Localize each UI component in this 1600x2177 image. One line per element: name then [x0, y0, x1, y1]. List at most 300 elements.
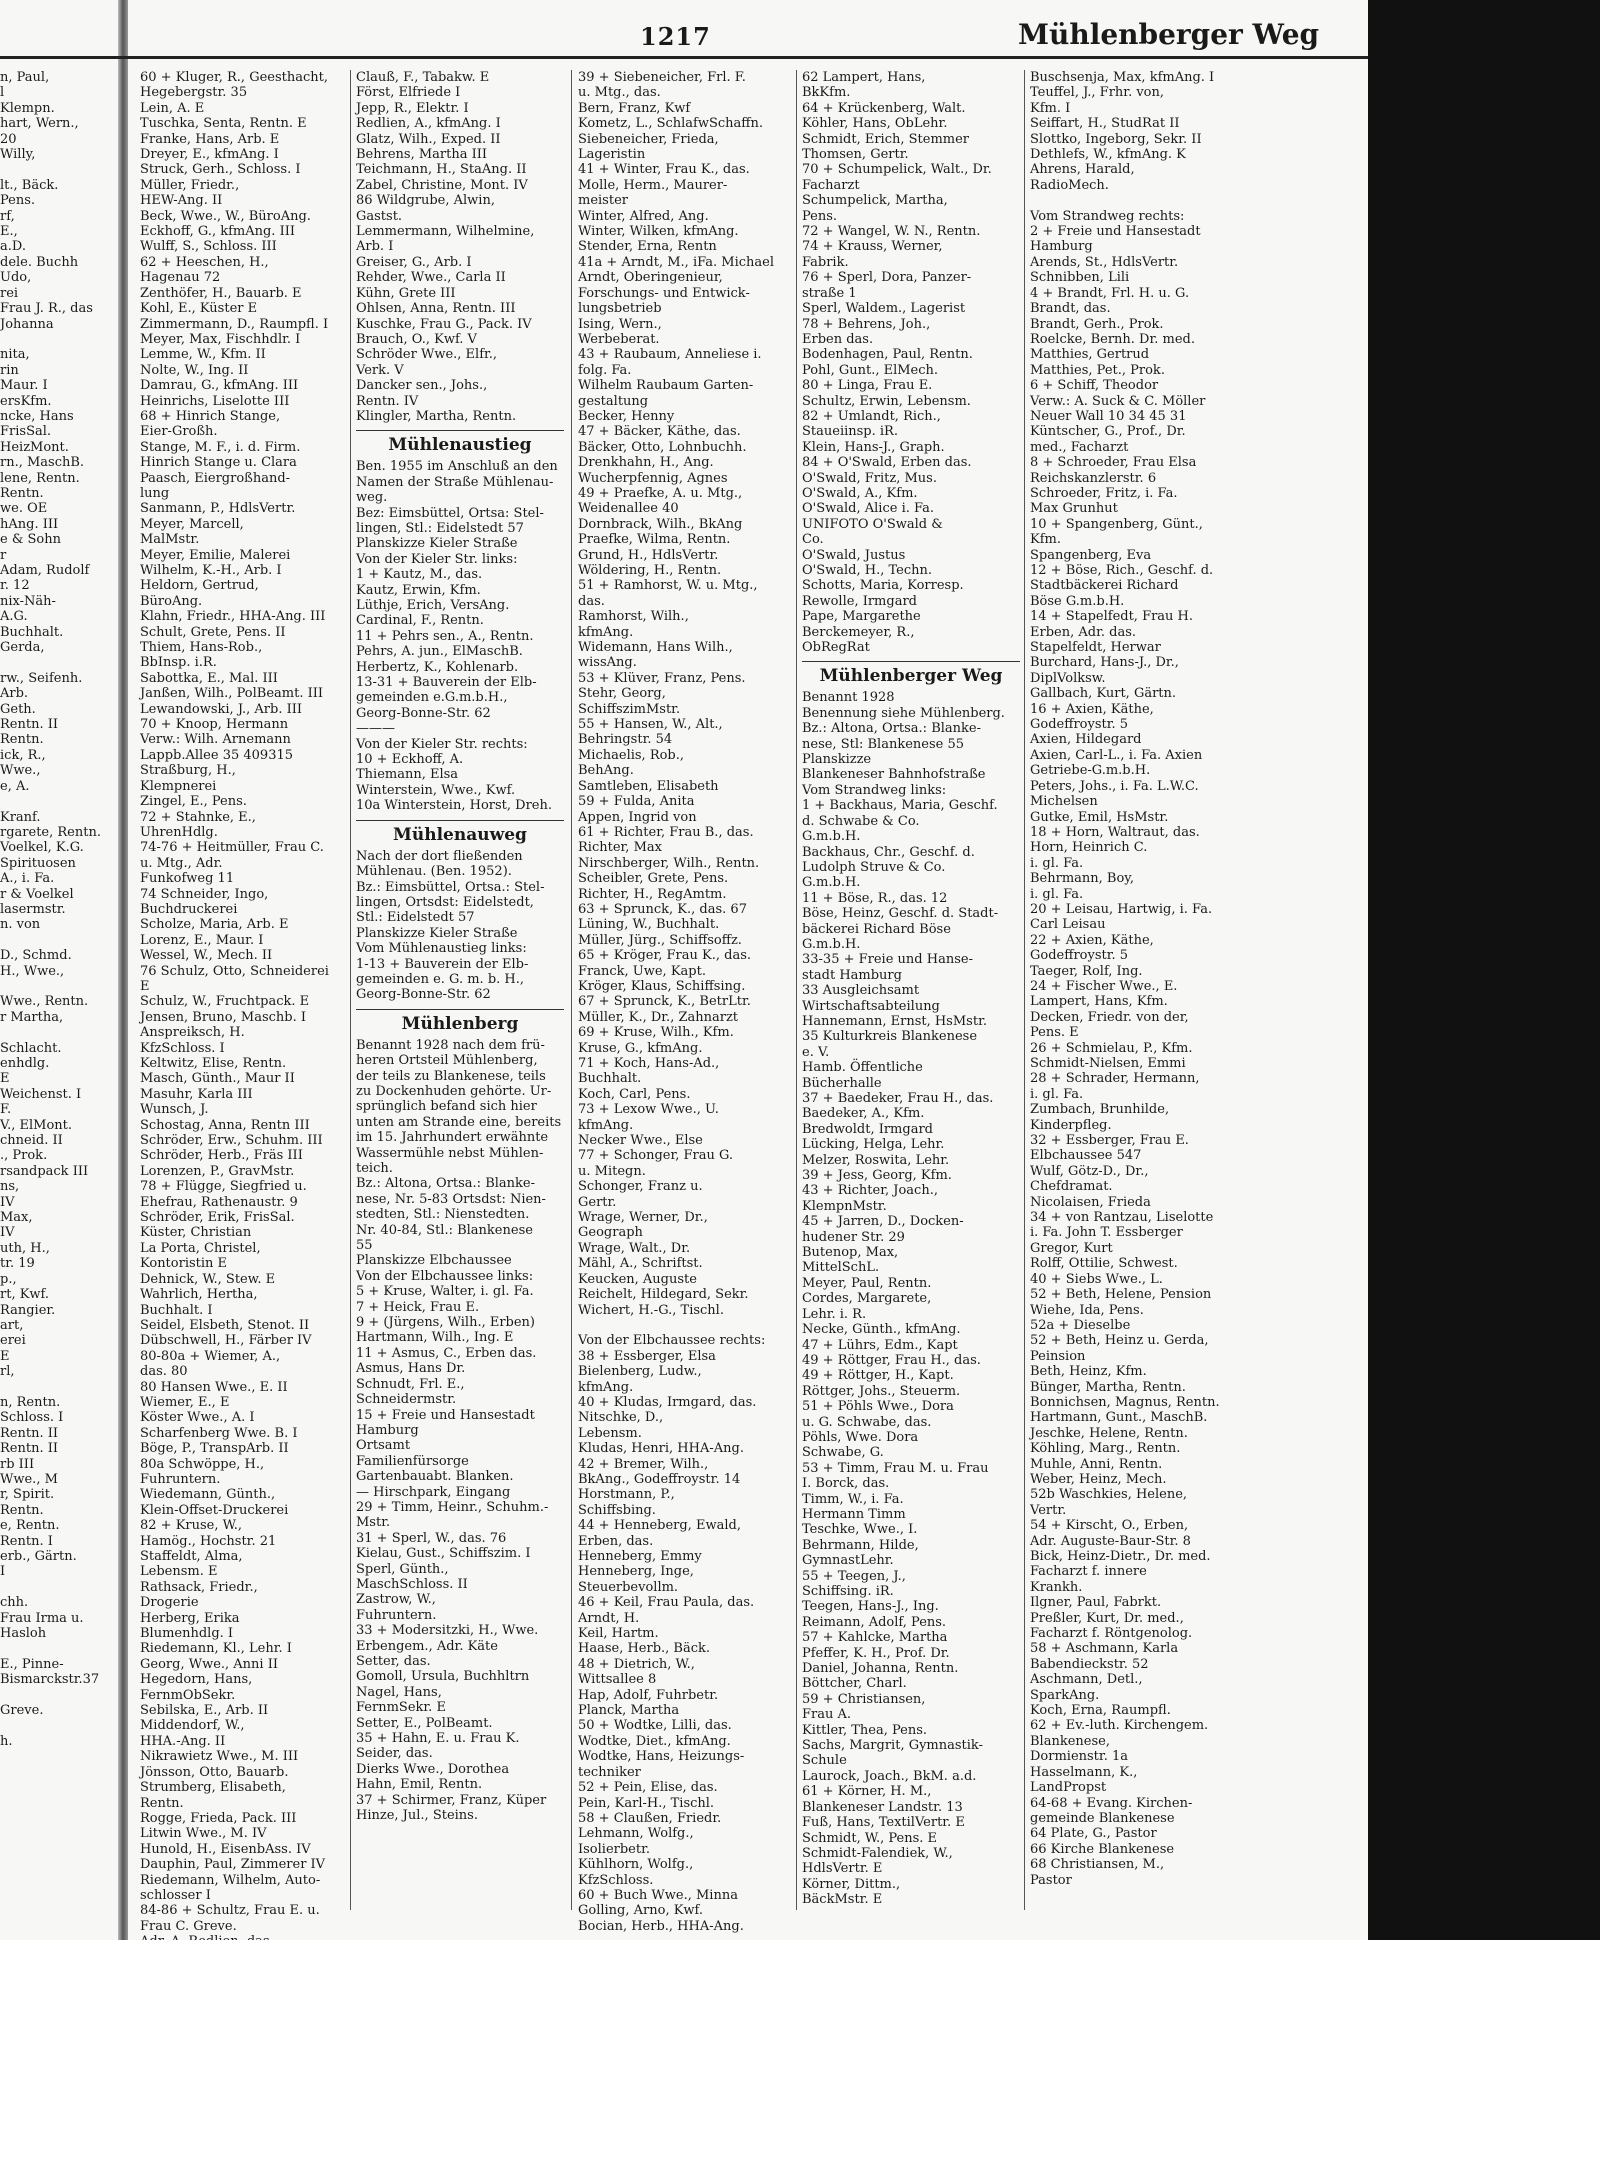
directory-line: Müller, K., Dr., Zahnarzt	[578, 1009, 739, 1025]
directory-line: Aschmann, Detl.,	[1030, 1672, 1143, 1688]
directory-line: Greve.	[0, 1703, 44, 1719]
directory-line: Teichmann, H., StaAng. II	[356, 162, 527, 178]
directory-line: 8 + Schroeder, Frau Elsa	[1030, 455, 1197, 471]
page-number: 1217	[640, 22, 711, 51]
directory-line: 70 + Knoop, Hermann	[140, 717, 289, 733]
directory-line: Wwe., Rentn.	[0, 994, 89, 1010]
directory-line: 35 Kulturkreis Blankenese	[802, 1029, 978, 1045]
directory-line: rt, Kwf.	[0, 1287, 50, 1303]
directory-line: Anspreiksch, H.	[140, 1025, 245, 1041]
directory-line: r Martha,	[0, 1009, 64, 1025]
directory-line: Rentn.	[0, 485, 44, 501]
directory-line: lene, Rentn.	[0, 470, 80, 486]
directory-line: Stender, Erna, Rentn	[578, 239, 717, 255]
directory-line: ick, R.,	[0, 747, 46, 763]
directory-line: G.m.b.H.	[802, 875, 861, 891]
directory-line: tr. 19	[0, 1256, 35, 1272]
directory-line: Muhle, Anni, Rentn.	[1030, 1456, 1163, 1472]
directory-line: HHA.-Ang. II	[140, 1733, 226, 1749]
directory-line: Wichert, H.-G., Tischl.	[578, 1302, 724, 1318]
directory-line: Burchard, Hans-J., Dr.,	[1030, 655, 1179, 671]
directory-line: 64 + Krückenberg, Walt.	[802, 100, 966, 116]
directory-line: 24 + Fischer Wwe., E.	[1030, 978, 1178, 994]
directory-line: i. gl. Fa.	[1030, 855, 1084, 871]
directory-line: Planskizze Elbchaussee	[356, 1253, 512, 1269]
directory-line: 18 + Horn, Waltraut, das.	[1030, 824, 1200, 840]
directory-line: lingen, Ortsdst: Eidelstedt,	[356, 894, 534, 910]
directory-line: 41 + Winter, Frau K., das.	[578, 162, 750, 178]
directory-line: Forschungs- und Entwick-	[578, 285, 750, 301]
directory-line: Stl.: Eidelstedt 57	[356, 910, 475, 926]
directory-line: 61 + Richter, Frau B., das.	[578, 824, 754, 840]
directory-line: FernmSekr. E	[356, 1700, 446, 1716]
directory-line: Winter, Alfred, Ang.	[578, 208, 709, 224]
directory-line: ., Prok.	[0, 1148, 48, 1164]
directory-line: gestaltung	[578, 393, 649, 409]
directory-line: Rentn. IV	[356, 393, 419, 409]
directory-line: 74 Schneider, Ingo,	[140, 886, 269, 902]
directory-line: 82 + Umlandt, Rich.,	[802, 408, 941, 424]
directory-line: Rentn. II	[0, 1441, 58, 1457]
directory-line: Molle, Herm., Maurer-	[578, 177, 728, 193]
directory-line: Samtleben, Elisabeth	[578, 778, 719, 794]
directory-line: Sachs, Margrit, Gymnastik-	[802, 1738, 983, 1754]
directory-line: Voelkel, K.G.	[0, 840, 84, 856]
directory-line: Masuhr, Karla III	[140, 1086, 253, 1102]
directory-line: 73 + Lexow Wwe., U.	[578, 1102, 719, 1118]
directory-line: Böse, Heinz, Geschf. d. Stadt-	[802, 906, 999, 922]
directory-line: 29 + Timm, Heinr., Schuhm.-	[356, 1499, 549, 1515]
directory-line: dele. Buchh	[0, 254, 79, 270]
directory-line: Wiedemann, Günth.,	[140, 1487, 276, 1503]
directory-line: 52 + Beth, Helene, Pension	[1030, 1287, 1212, 1303]
directory-line: hudener Str. 29	[802, 1229, 905, 1245]
directory-line: Rentn.	[0, 732, 44, 748]
directory-line: Dehnick, W., Stew. E	[140, 1271, 276, 1287]
directory-line: Namen der Straße Mühlenau-	[356, 474, 554, 490]
directory-line: 33 + Modersitzki, H., Wwe.	[356, 1623, 539, 1639]
directory-line: Wrage, Walt., Dr.	[578, 1240, 691, 1256]
column-5	[1030, 70, 1248, 1888]
directory-line: Böse G.m.b.H.	[1030, 593, 1125, 609]
directory-line: Laurock, Joach., BkM. a.d.	[802, 1768, 977, 1784]
directory-line: 62 + Heeschen, H.,	[140, 254, 269, 270]
directory-line: Zumbach, Brunhilde,	[1030, 1102, 1170, 1118]
directory-line: Axien, Hildegard	[1030, 732, 1142, 748]
directory-line: i. Fa. John T. Essberger	[1030, 1225, 1183, 1241]
directory-line: UhrenHdlg.	[140, 824, 218, 840]
directory-line: Körner, Dittm.,	[802, 1876, 901, 1892]
directory-line: Böge, P., TranspArb. II	[140, 1441, 289, 1457]
directory-line: Schumpelick, Martha,	[802, 193, 948, 209]
directory-line: 62 Lampert, Hans,	[802, 70, 926, 85]
directory-line: Isolierbetr.	[578, 1841, 651, 1857]
directory-line: 55 + Teegen, J.,	[802, 1568, 906, 1584]
directory-line: Zastrow, W.,	[356, 1592, 436, 1608]
directory-line: 84-86 + Schultz, Frau E. u.	[140, 1903, 320, 1919]
directory-line: Planskizze	[802, 752, 872, 768]
directory-line: Axien, Carl-L., i. Fa. Axien	[1030, 747, 1203, 763]
directory-line: Pöhls, Wwe. Dora	[802, 1429, 919, 1445]
directory-line: UNIFOTO O'Swald &	[802, 516, 943, 532]
directory-line: 49 + Praefke, A. u. Mtg.,	[578, 485, 743, 501]
directory-line: 54 + Kirscht, O., Erben,	[1030, 1518, 1189, 1534]
directory-line: 49 + Röttger, H., Kapt.	[802, 1368, 954, 1384]
directory-line: Weichenst. I	[0, 1086, 82, 1102]
directory-line: Wirtschaftsabteilung	[802, 998, 940, 1014]
directory-line: r	[0, 547, 7, 563]
directory-line: Reichskanzlerstr. 6	[1030, 470, 1157, 486]
directory-line: Appen, Ingrid von	[578, 809, 697, 825]
directory-line: 31 + Sperl, W., das. 76	[356, 1530, 507, 1546]
directory-line: E.,	[0, 224, 18, 240]
directory-line: Spirituosen	[0, 855, 76, 871]
directory-line: 40 + Kludas, Irmgard, das.	[578, 1394, 757, 1410]
directory-line: Hunold, H., EisenbAss. IV	[140, 1841, 311, 1857]
directory-line: Wucherpfennig, Agnes	[578, 470, 728, 486]
directory-line: 59 + Fulda, Anita	[578, 794, 695, 810]
directory-line: Verw.: A. Suck & C. Möller	[1030, 393, 1206, 409]
directory-line: 49 + Röttger, Frau H., das.	[802, 1352, 981, 1368]
directory-line: 39 + Jess, Georg, Kfm.	[802, 1168, 952, 1184]
directory-line: 20 + Leisau, Hartwig, i. Fa.	[1030, 901, 1213, 917]
directory-line: E	[0, 1348, 10, 1364]
directory-line: FernmObSekr.	[140, 1687, 236, 1703]
directory-line	[0, 1025, 114, 1040]
directory-line: d. Schwabe & Co.	[802, 813, 920, 829]
directory-line: 60 + Kluger, R., Geesthacht,	[140, 70, 328, 85]
directory-line: Fuhruntern.	[356, 1607, 437, 1623]
directory-line: Timm, W., i. Fa.	[802, 1491, 904, 1507]
directory-line: Rentn. II	[0, 717, 58, 733]
column-3	[578, 70, 792, 1934]
directory-line: Franck, Uwe, Kapt.	[578, 963, 706, 979]
directory-line: Dauphin, Paul, Zimmerer IV	[140, 1857, 326, 1873]
directory-line: Vom Strandweg links:	[802, 782, 947, 798]
directory-line: kfmAng.	[578, 1379, 634, 1395]
directory-line: gemeinde Blankenese	[1030, 1810, 1175, 1826]
directory-line: 66 Kirche Blankenese	[1030, 1841, 1175, 1857]
directory-line: Blankeneser Landstr. 13	[802, 1799, 963, 1815]
directory-line: Melzer, Roswita, Lehr.	[802, 1152, 950, 1168]
directory-line: Verk. V	[356, 362, 404, 378]
directory-line: Kfm. I	[1030, 100, 1071, 116]
directory-line: Schroeder, Fritz, i. Fa.	[1030, 485, 1178, 501]
directory-line: Kohl, E., Küster E	[140, 301, 258, 317]
directory-line: Stadtbäckerei Richard	[1030, 578, 1179, 594]
directory-line: Herberg, Erika	[140, 1610, 240, 1626]
directory-line: 12 + Böse, Rich., Geschf. d.	[1030, 563, 1214, 578]
directory-line: Stehr, Georg,	[578, 686, 666, 702]
directory-line: i. gl. Fa.	[1030, 886, 1084, 902]
directory-line: Michaelis, Rob.,	[578, 747, 685, 763]
directory-line: ersKfm.	[0, 393, 52, 409]
directory-line: Rentn. II	[0, 1425, 58, 1441]
directory-line: Böttcher, Charl.	[802, 1676, 907, 1692]
directory-line: Schostag, Anna, Rentn III	[140, 1117, 310, 1133]
directory-line: e. V.	[802, 1044, 830, 1060]
directory-line: Pehrs, A. jun., ElMaschB.	[356, 644, 523, 660]
directory-line: Beth, Heinz, Kfm.	[1030, 1364, 1147, 1380]
directory-line: Hamburg	[356, 1422, 419, 1438]
directory-line: Dormienstr. 1a	[1030, 1749, 1128, 1765]
directory-line: I. Borck, das.	[802, 1476, 890, 1492]
directory-line: 41a + Arndt, M., iFa. Michael	[578, 254, 774, 270]
directory-line: ns,	[0, 1179, 20, 1195]
directory-line: Gerda,	[0, 640, 45, 656]
directory-line	[0, 332, 114, 347]
directory-line: Schnibben, Lili	[1030, 270, 1130, 286]
directory-line: Ludolph Struve & Co.	[802, 859, 946, 875]
directory-line: MalMstr.	[140, 532, 200, 548]
directory-line: Fabrik.	[802, 254, 849, 270]
directory-line: I	[0, 1564, 6, 1580]
directory-line: Max,	[0, 1210, 33, 1226]
directory-line: Siebeneicher, Frieda,	[578, 131, 719, 147]
directory-line: Nr. 40-84, Stl.: Blankenese	[356, 1222, 533, 1238]
directory-line: 47 + Lührs, Edm., Kapt	[802, 1337, 958, 1353]
directory-line: Von der Elbchaussee rechts:	[578, 1333, 766, 1349]
directory-line: Wessel, W., Mech. II	[140, 948, 273, 964]
directory-line: im 15. Jahrhundert erwähnte	[356, 1130, 549, 1146]
directory-line: Richter, Max	[578, 840, 662, 856]
directory-line: 76 Schulz, Otto, Schneiderei	[140, 963, 329, 979]
directory-line: e & Sohn	[0, 532, 62, 548]
directory-line: Arb.	[0, 686, 29, 702]
directory-line: Schmidt, Erich, Stemmer	[802, 131, 970, 147]
directory-line: Bz.: Altona, Ortsa.: Blanke-	[802, 721, 981, 737]
directory-line: 47 + Bäcker, Käthe, das.	[578, 424, 741, 440]
directory-line: A., i. Fa.	[0, 871, 55, 887]
directory-line: Dancker sen., Johs.,	[356, 378, 488, 394]
directory-line: Lorenzen, P., GravMstr.	[140, 1163, 295, 1179]
directory-line: Kuschke, Frau G., Pack. IV	[356, 316, 532, 332]
directory-line: rn., MaschB.	[0, 455, 85, 471]
directory-line: Wittsallee 8	[578, 1672, 657, 1688]
directory-line: Koch, Erna, Raumpfl.	[1030, 1703, 1171, 1719]
directory-line: Lebensm.	[578, 1425, 642, 1441]
directory-line: Bz.: Altona, Ortsa.: Blanke-	[356, 1176, 535, 1192]
directory-line: SparkAng.	[1030, 1687, 1100, 1703]
directory-line: Arndt, Oberingenieur,	[578, 270, 723, 286]
directory-line: Schiffsbing.	[578, 1502, 656, 1518]
directory-line: Sperl, Waldem., Lagerist	[802, 301, 966, 317]
directory-line: Godeffroystr. 5	[1030, 948, 1129, 964]
directory-line: 77 + Schonger, Frau G.	[578, 1148, 734, 1164]
directory-line: Decken, Friedr. von der,	[1030, 1009, 1189, 1025]
directory-line: Keltwitz, Elise, Rentn.	[140, 1056, 287, 1071]
directory-line: Brauch, O., Kwf. V	[356, 331, 477, 347]
directory-line: O'Swald, Fritz, Mus.	[802, 470, 937, 486]
directory-line: Ahrens, Harald,	[1030, 162, 1135, 178]
directory-line: Glatz, Wilh., Exped. II	[356, 131, 501, 147]
directory-line: O'Swald, H., Techn.	[802, 563, 933, 578]
directory-line: Schmidt-Falendiek, W.,	[802, 1845, 953, 1861]
directory-line: 52a + Dieselbe	[1030, 1317, 1131, 1333]
directory-line: Klein, Hans-J., Graph.	[802, 439, 945, 455]
directory-line: Weber, Heinz, Mech.	[1030, 1471, 1167, 1487]
directory-line: Godeffroystr. 5	[1030, 717, 1129, 733]
directory-line: 61 + Körner, H. M.,	[802, 1784, 932, 1800]
directory-line: Schule	[802, 1753, 847, 1769]
directory-line: Schnudt, Frl. E.,	[356, 1376, 465, 1392]
column-1	[140, 70, 345, 2011]
directory-line: Wwe., M	[0, 1471, 58, 1487]
directory-line: Heinrichs, Liselotte III	[140, 393, 290, 409]
directory-line: Koch, Carl, Pens.	[578, 1086, 691, 1102]
directory-line: Hartmann, Gunt., MaschB.	[1030, 1410, 1208, 1426]
directory-line: Masch, Günth., Maur II	[140, 1071, 295, 1087]
directory-line: BehAng.	[578, 763, 634, 779]
directory-line: 16 + Axien, Käthe,	[1030, 701, 1154, 717]
directory-line: Schwabe, G.	[802, 1445, 884, 1461]
directory-line: Wassermühle nebst Mühlen-	[356, 1145, 544, 1161]
directory-line: Müller, Jürg., Schiffsoffz.	[578, 932, 742, 948]
directory-line: Cordes, Margarete,	[802, 1291, 932, 1307]
directory-line: folg. Fa.	[578, 362, 632, 378]
directory-line: 15 + Freie und Hansestadt	[356, 1407, 535, 1423]
directory-line: kfmAng.	[578, 624, 634, 640]
directory-line: a.D.	[0, 239, 26, 255]
directory-line: LandPropst	[1030, 1780, 1107, 1796]
directory-line: erb., Gärtn.	[0, 1549, 77, 1564]
directory-line: Schröder, Erw., Schuhm. III	[140, 1133, 323, 1149]
directory-line: rin	[0, 362, 19, 378]
directory-line: Geth.	[0, 701, 36, 717]
directory-line: art,	[0, 1317, 24, 1333]
directory-line: Meyer, Paul, Rentn.	[802, 1275, 932, 1291]
directory-line: Kühn, Grete III	[356, 285, 456, 301]
directory-line: Sebilska, E., Arb. II	[140, 1703, 269, 1719]
directory-line: Daniel, Johanna, Rentn.	[802, 1661, 959, 1677]
directory-line: Pohl, Gunt., ElMech.	[802, 362, 939, 378]
directory-line: Lebensm. E	[140, 1564, 218, 1580]
directory-line: Klempn.	[0, 100, 55, 116]
directory-line: Thomsen, Gertr.	[802, 147, 909, 163]
directory-line: Wodtke, Hans, Heizungs-	[578, 1749, 745, 1765]
directory-line: sprünglich befand sich hier	[356, 1099, 537, 1115]
directory-line: Scheibler, Grete, Pens.	[578, 871, 729, 887]
directory-line: Bismarckstr.37	[0, 1672, 100, 1688]
directory-line: ncke, Hans	[0, 408, 74, 424]
directory-line: Kludas, Henri, HHA-Ang.	[578, 1441, 744, 1457]
directory-line: 39 + Siebeneicher, Frl. F.	[578, 70, 746, 85]
directory-line: 11 + Böse, R., das. 12	[802, 890, 948, 906]
column-4	[802, 70, 1020, 1908]
col2-top	[356, 70, 564, 424]
directory-line: Nagel, Hans,	[356, 1684, 442, 1700]
directory-line: zu Dockenhuden gehörte. Ur-	[356, 1083, 552, 1099]
directory-line: Bäcker, Otto, Lohnbuchh.	[578, 439, 747, 455]
directory-line: Kruse, G., kfmAng.	[578, 1040, 703, 1056]
directory-line: Elbchaussee 547	[1030, 1148, 1142, 1164]
directory-line: 72 + Stahnke, E.,	[140, 809, 256, 825]
directory-line: Setter, E., PolBeamt.	[356, 1715, 493, 1731]
directory-line: Praefke, Wilma, Rentn.	[578, 532, 731, 548]
directory-line: Hermann Timm	[802, 1506, 906, 1522]
directory-line: Sperl, Günth.,	[356, 1561, 449, 1577]
directory-line: HEW-Ang. II	[140, 193, 223, 209]
directory-line: Wilhelm, K.-H., Arb. I	[140, 563, 282, 578]
directory-line: u. Mtg., das.	[578, 85, 661, 101]
directory-line: Rangier.	[0, 1302, 56, 1318]
directory-line: Werbeberat.	[578, 331, 660, 347]
directory-line: hAng. III	[0, 516, 59, 532]
directory-line: Lehr. i. R.	[802, 1306, 867, 1322]
directory-line: Cardinal, F., Rentn.	[356, 613, 484, 629]
directory-line: teich.	[356, 1161, 393, 1176]
directory-line: Fuhruntern.	[140, 1471, 221, 1487]
directory-line: Lüthje, Erich, VersAng.	[356, 598, 510, 613]
directory-line: Matthies, Gertrud	[1030, 347, 1150, 363]
directory-line: Riedemann, Wilhelm, Auto-	[140, 1872, 321, 1888]
directory-line: der teils zu Blankenese, teils	[356, 1068, 546, 1084]
street-heading-muehlenaustieg: Mühlenaustieg	[356, 430, 564, 457]
directory-line: Neuer Wall 10 34 45 31	[1030, 408, 1187, 424]
directory-line: Wilhelm Raubaum Garten-	[578, 378, 754, 394]
directory-line: 80-80a + Wiemer, A.,	[140, 1348, 281, 1364]
directory-line: F.	[0, 1102, 12, 1118]
directory-line: Rewolle, Irmgard	[802, 593, 917, 609]
directory-line: 52b Waschkies, Helene,	[1030, 1487, 1188, 1503]
directory-line: chh.	[0, 1595, 29, 1611]
directory-line: Rentn.	[0, 1502, 44, 1518]
directory-line: SchiffszimMstr.	[578, 701, 681, 717]
directory-line: A.G.	[0, 609, 28, 625]
directory-line: u. Mtg., Adr.	[140, 855, 223, 871]
directory-line: ObRegRat	[802, 640, 870, 656]
street-heading-muehlenberger-weg: Mühlenberger Weg	[802, 661, 1020, 688]
directory-line: Wwe.,	[0, 763, 41, 779]
directory-line: Lageristin	[578, 147, 646, 163]
directory-line: 37 + Baedeker, Frau H., das.	[802, 1091, 994, 1106]
directory-line: Brandt, das.	[1030, 301, 1111, 317]
directory-line: 34 + von Rantzau, Liselotte	[1030, 1210, 1214, 1226]
directory-line: Scharfenberg Wwe. B. I	[140, 1425, 298, 1441]
directory-line: n. von	[0, 917, 41, 933]
directory-line: r, Spirit.	[0, 1487, 55, 1503]
street-heading-muehlenberg: Mühlenberg	[356, 1009, 564, 1036]
directory-line: Horstmann, P.,	[578, 1487, 675, 1503]
directory-line: Mähl, A., Schriftst.	[578, 1256, 703, 1272]
directory-line: Baedeker, A., Kfm.	[802, 1106, 925, 1122]
directory-line: 37 + Schirmer, Franz, Küper	[356, 1792, 547, 1808]
directory-line: Behrmann, Hilde,	[802, 1537, 919, 1553]
directory-line: Zimmermann, D., Raumpfl. I	[140, 316, 329, 332]
directory-line: 44 + Henneberg, Ewald,	[578, 1518, 741, 1534]
directory-line: Frau Irma u.	[0, 1610, 84, 1626]
directory-line: Adam, Rudolf	[0, 563, 90, 578]
directory-line: Bünger, Martha, Rentn.	[1030, 1379, 1186, 1395]
directory-line: nese, Stl: Blankenese 55	[802, 736, 965, 752]
directory-line: Kinderpfleg.	[1030, 1117, 1112, 1133]
directory-line: Buchhalt.	[0, 624, 64, 640]
scan-margin-white	[0, 1940, 1600, 2177]
directory-line: Gomoll, Ursula, Buchhltrn	[356, 1669, 530, 1685]
directory-line: Schneidermstr.	[356, 1392, 457, 1408]
directory-line: Pens.	[0, 193, 36, 209]
directory-line: BbInsp. i.R.	[140, 655, 217, 671]
directory-line: nese, Nr. 5-83 Ortsdst: Nien-	[356, 1191, 546, 1207]
directory-line: Klempnerei	[140, 778, 217, 794]
directory-line: 43 + Raubaum, Anneliese i.	[578, 347, 762, 363]
directory-line: Franke, Hans, Arb. E	[140, 131, 280, 147]
directory-line: Rolff, Ottilie, Schwest.	[1030, 1256, 1178, 1272]
directory-line: Herbertz, K., Kohlenarb.	[356, 659, 519, 675]
directory-line: 60 + Buch Wwe., Minna	[578, 1887, 738, 1903]
directory-line: 71 + Koch, Hans-Ad.,	[578, 1056, 720, 1071]
col2-section-2	[356, 849, 564, 1003]
